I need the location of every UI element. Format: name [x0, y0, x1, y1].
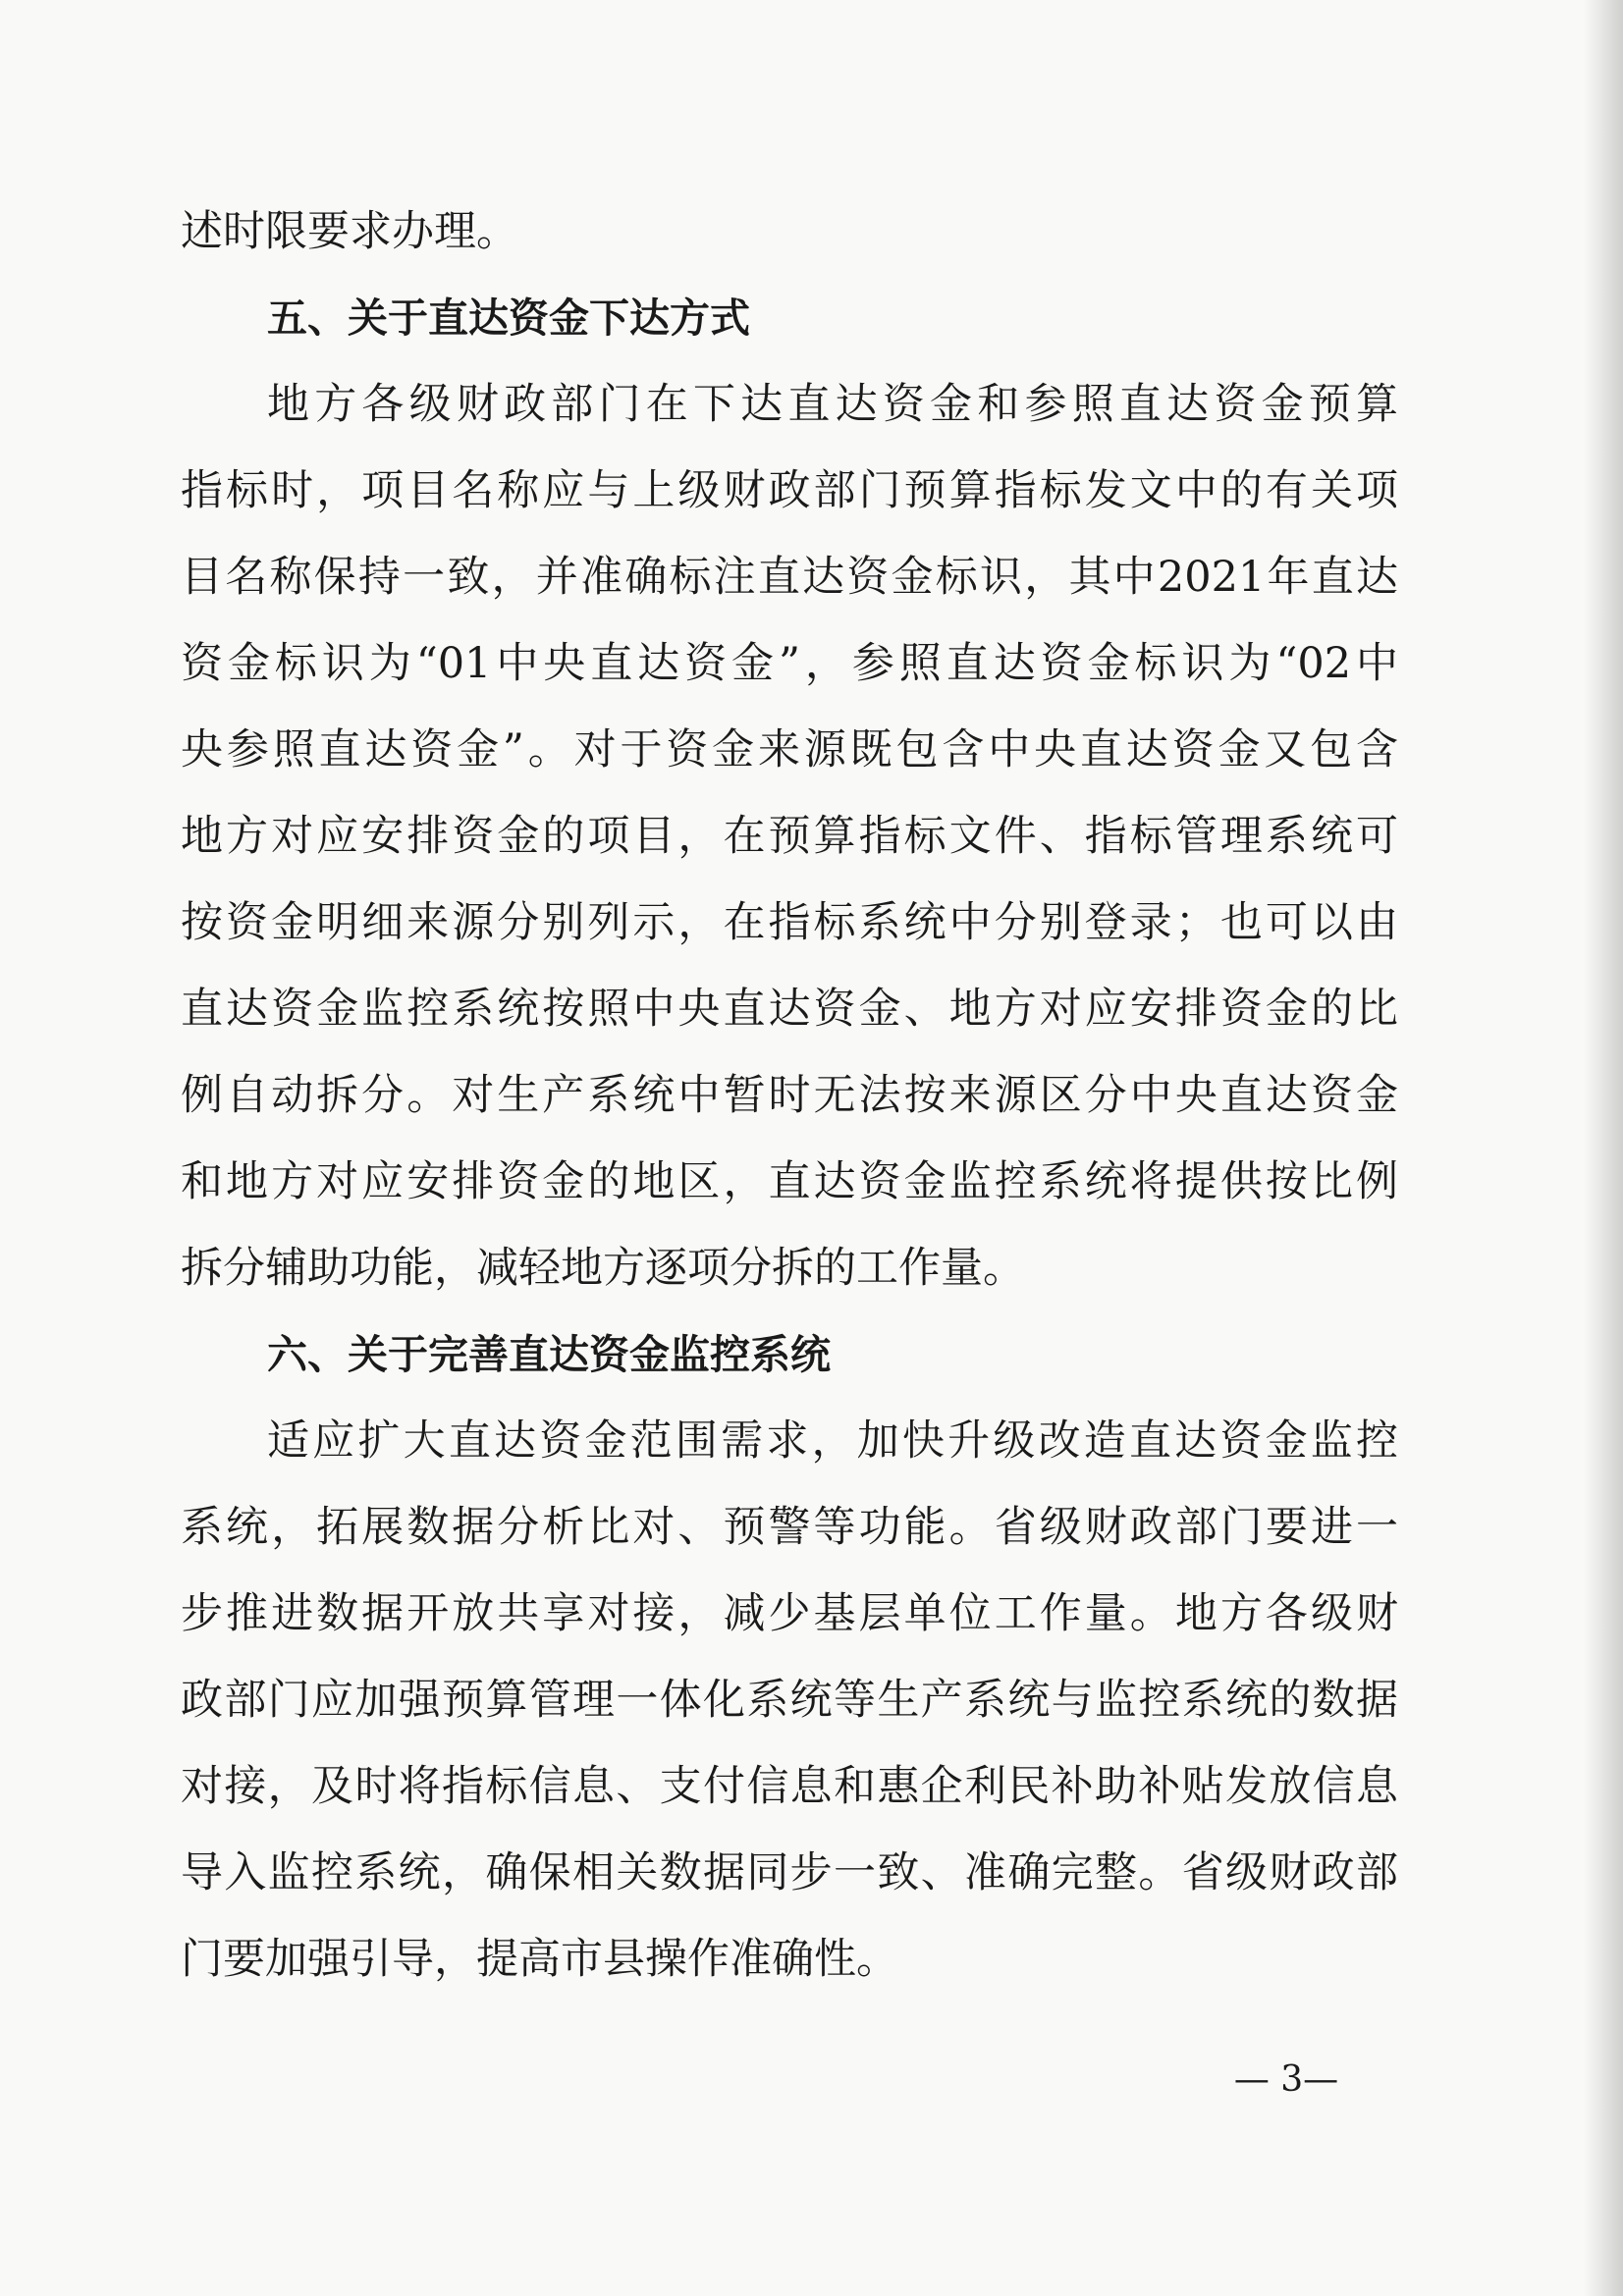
body-text-line: 拆分辅助功能，减轻地方逐项分拆的工作量。 — [181, 1244, 1025, 1293]
body-text-line: 门要加强引导，提高市县操作准确性。 — [181, 1935, 898, 1984]
body-text-line: 系统，拓展数据分析比对、预警等功能。省级财政部门要进一 — [181, 1503, 1398, 1552]
body-text-line: 指标时，项目名称应与上级财政部门预算指标发文中的有关项 — [181, 466, 1398, 515]
body-text-line: 地方各级财政部门在下达直达资金和参照直达资金预算 — [267, 380, 1398, 429]
body-text-line: 述时限要求办理。 — [181, 207, 518, 256]
body-text-line: 按资金明细来源分别列示，在指标系统中分别登录；也可以由 — [181, 898, 1398, 947]
body-text-line: 适应扩大直达资金范围需求，加快升级改造直达资金监控 — [267, 1416, 1398, 1466]
body-text-line: 直达资金监控系统按照中央直达资金、地方对应安排资金的比 — [181, 985, 1398, 1034]
scan-shadow-edge — [1584, 0, 1623, 2296]
body-text-line: 地方对应安排资金的项目，在预算指标文件、指标管理系统可 — [181, 812, 1398, 861]
body-text-line: 步推进数据开放共享对接，减少基层单位工作量。地方各级财 — [181, 1589, 1398, 1638]
section-heading: 六、关于完善直达资金监控系统 — [267, 1331, 831, 1378]
body-text-line: 政部门应加强预算管理一体化系统等生产系统与监控系统的数据 — [181, 1676, 1398, 1725]
body-text-line: 和地方对应安排资金的地区，直达资金监控系统将提供按比例 — [181, 1157, 1398, 1206]
body-text-line: 央参照直达资金”。对于资金来源既包含中央直达资金又包含 — [181, 725, 1398, 774]
page-number: — 3— — [1233, 2059, 1339, 2100]
body-text-line: 资金标识为“01中央直达资金”，参照直达资金标识为“02中 — [181, 639, 1398, 688]
body-text-line: 导入监控系统，确保相关数据同步一致、准确完整。省级财政部 — [181, 1848, 1398, 1897]
body-text-line: 对接，及时将指标信息、支付信息和惠企利民补助补贴发放信息 — [181, 1762, 1398, 1811]
body-text-line: 目名称保持一致，并准确标注直达资金标识，其中2021年直达 — [181, 553, 1398, 602]
body-text-line: 例自动拆分。对生产系统中暂时无法按来源区分中央直达资金 — [181, 1071, 1398, 1120]
section-heading: 五、关于直达资金下达方式 — [267, 294, 750, 342]
